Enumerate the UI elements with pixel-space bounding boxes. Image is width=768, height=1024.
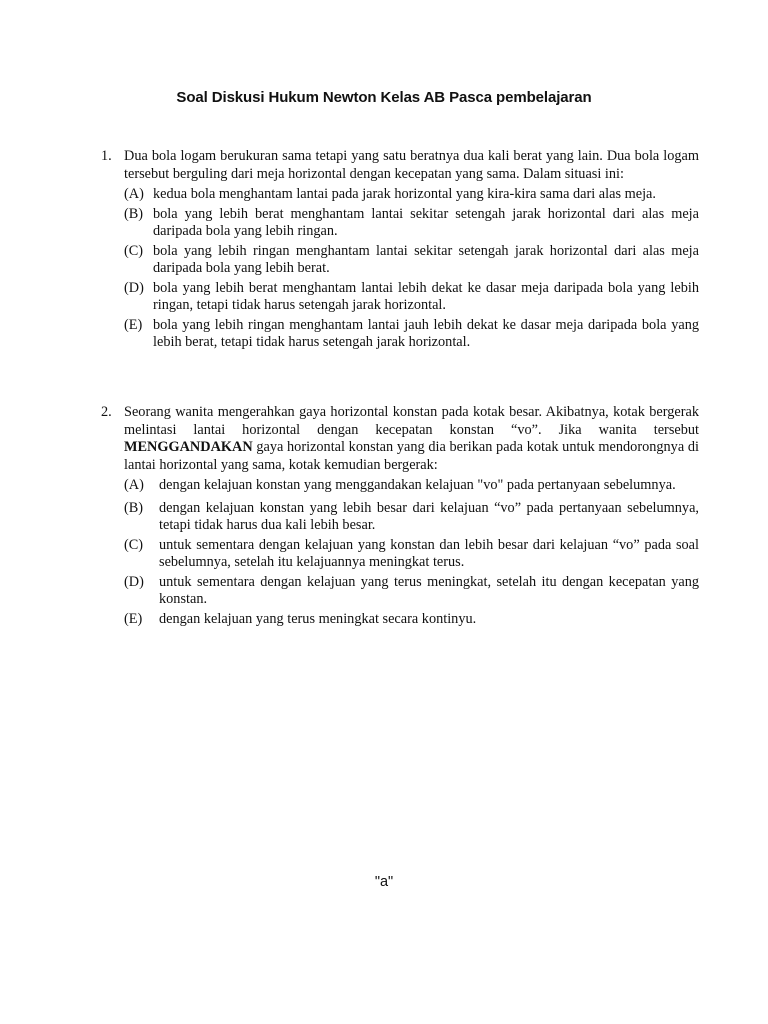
option-text: dengan kelajuan yang terus meningkat secara kontinyu.: [159, 610, 477, 627]
answer-option-e: [124, 317, 699, 352]
option-label: (D): [124, 573, 144, 590]
option-text: untuk sementara dengan kelajuan yang terus meningkat, setelah itu dengan kecepatan yang konstan.: [159, 573, 699, 607]
option-label: (C): [124, 536, 144, 553]
question-2: [101, 404, 699, 630]
answer-option-b: [124, 206, 699, 241]
question-stem-text: [124, 404, 699, 474]
option-label: (C): [124, 242, 144, 259]
question-stem-part1: Seorang wanita mengerahkan gaya horizontal konstan pada kotak besar. Akibatnya, kotak bergerak melintasi lantai horizontal dengan kecepatan konstan “vo”. Jika wanita tersebut: [124, 404, 699, 438]
answer-option-a: [124, 477, 699, 495]
option-text: dengan kelajuan konstan yang menggandakan kelajuan "vo" pada pertanyaan sebelumnya.: [159, 477, 676, 493]
option-label: (B): [124, 499, 144, 516]
question-stem-text: Dua bola logam berukuran sama tetapi yang satu beratnya dua kali berat yang lain. Dua bola logam tersebut berguling dari meja horizontal dengan kecepatan yang sama. Dalam situasi ini:: [124, 148, 699, 182]
option-label: (B): [124, 205, 144, 222]
answer-options: [124, 477, 699, 628]
question-stem-emphasis: MENGGANDAKAN: [124, 439, 253, 455]
option-label: (A): [124, 477, 144, 493]
option-label: (A): [124, 186, 144, 202]
question-number: 2.: [101, 404, 112, 420]
question-stem: [124, 404, 699, 474]
option-text: dengan kelajuan konstan yang lebih besar dari kelajuan “vo” pada pertanyaan sebelumnya, tetapi tidak harus dua kali lebih besar.: [159, 499, 699, 533]
answer-option-d: [124, 280, 699, 315]
answer-option-e: [124, 611, 699, 629]
option-label: (E): [124, 316, 143, 333]
option-label: (E): [124, 610, 143, 627]
question-1: [101, 148, 699, 354]
option-label: (D): [124, 279, 144, 296]
option-text: bola yang lebih berat menghantam lantai lebih dekat ke dasar meja daripada bola yang lebih ringan, tetapi tidak harus setengah jarak horizontal.: [153, 279, 699, 313]
question-stem: [124, 148, 699, 183]
question-number: 1.: [101, 148, 112, 164]
answer-option-c: [124, 537, 699, 572]
option-text: bola yang lebih berat menghantam lantai sekitar setengah jarak horizontal dari alas meja daripada bola yang lebih ringan.: [153, 205, 699, 239]
answer-option-b: [124, 500, 699, 535]
option-text: bola yang lebih ringan menghantam lantai sekitar setengah jarak horizontal dari alas meja daripada bola yang lebih berat.: [153, 242, 699, 276]
answer-option-c: [124, 243, 699, 278]
option-text: untuk sementara dengan kelajuan yang konstan dan lebih besar dari kelajuan “vo” pada soal sebelumnya, setelah itu kelajuannya meningkat terus.: [159, 536, 699, 570]
footer-mark: "a": [374, 874, 394, 890]
page-title: Soal Diskusi Hukum Newton Kelas AB Pasca pembelajaran: [176, 89, 592, 106]
answer-options: [124, 186, 699, 352]
question-stem-part2: gaya horizontal konstan yang dia berikan pada kotak untuk mendorongnya di lantai horizontal yang sama, kotak kemudian bergerak:: [124, 439, 699, 473]
option-text: kedua bola menghantam lantai pada jarak horizontal yang kira-kira sama dari alas meja.: [153, 186, 656, 202]
option-text: bola yang lebih ringan menghantam lantai jauh lebih dekat ke dasar meja daripada bola yang lebih berat, tetapi tidak harus setengah jarak horizontal.: [153, 316, 699, 350]
answer-option-d: [124, 574, 699, 609]
answer-option-a: [124, 186, 699, 204]
